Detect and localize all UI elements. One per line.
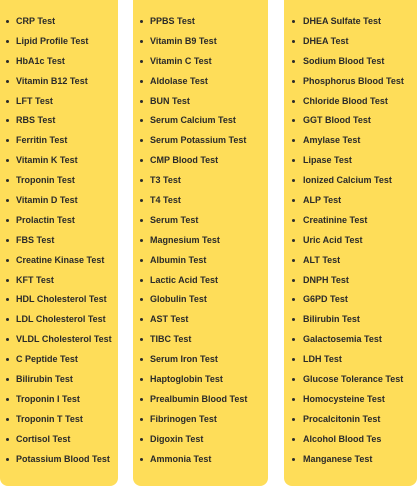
- list-item: [284, 430, 417, 450]
- list-item: [133, 191, 268, 211]
- bullet-icon: [6, 219, 9, 222]
- list-item: [0, 12, 118, 32]
- bullet-icon: [6, 398, 9, 401]
- bullet-icon: [292, 458, 295, 461]
- test-name: FBS Test: [16, 234, 55, 245]
- test-name: Creatinine Test: [303, 214, 368, 225]
- bullet-icon: [140, 378, 143, 381]
- test-name: Alcohol Blood Tes: [303, 433, 382, 444]
- test-name: Prealbumin Blood Test: [150, 393, 248, 404]
- test-list-panel-1: [0, 0, 118, 486]
- list-item: [284, 92, 417, 112]
- list-item: [133, 410, 268, 430]
- test-name: LDH Test: [303, 354, 342, 365]
- bullet-icon: [292, 80, 295, 83]
- test-name: Ferritin Test: [16, 135, 68, 146]
- test-list-panel-3: [284, 0, 417, 486]
- list-item: [284, 290, 417, 310]
- list-item: [0, 430, 118, 450]
- list-item: [133, 92, 268, 112]
- bullet-icon: [6, 259, 9, 262]
- test-name: KFT Test: [16, 274, 54, 285]
- test-name: Glucose Tolerance Test: [303, 374, 404, 385]
- bullet-icon: [292, 279, 295, 282]
- list-item: [284, 191, 417, 211]
- bullet-icon: [140, 298, 143, 301]
- list-item: [133, 52, 268, 72]
- test-name: G6PD Test: [303, 294, 348, 305]
- test-name: CMP Blood Test: [150, 155, 219, 166]
- bullet-icon: [140, 80, 143, 83]
- list-item: [284, 390, 417, 410]
- test-name: GGT Blood Test: [303, 115, 371, 126]
- test-name: Digoxin Test: [150, 433, 204, 444]
- test-list-1: [0, 12, 118, 469]
- test-name: Fibrinogen Test: [150, 413, 217, 424]
- test-name: LFT Test: [16, 95, 53, 106]
- list-item: [133, 32, 268, 52]
- bullet-icon: [140, 259, 143, 262]
- list-item: [133, 330, 268, 350]
- bullet-icon: [292, 20, 295, 23]
- bullet-icon: [6, 100, 9, 103]
- test-name: Cortisol Test: [16, 433, 71, 444]
- bullet-icon: [6, 80, 9, 83]
- test-name: T4 Test: [150, 195, 181, 206]
- list-item: [284, 32, 417, 52]
- test-name: Vitamin D Test: [16, 195, 78, 206]
- test-list-2: [133, 12, 268, 469]
- test-name: CRP Test: [16, 16, 56, 26]
- test-name: Serum Potassium Test: [150, 135, 247, 146]
- test-name: AST Test: [150, 314, 189, 325]
- test-name: Troponin Test: [16, 175, 75, 186]
- test-name: ALT Test: [303, 254, 341, 265]
- test-name: DHEA Test: [303, 35, 349, 46]
- test-name: Manganese Test: [303, 453, 373, 464]
- test-name: Vitamin B9 Test: [150, 35, 217, 46]
- bullet-icon: [292, 239, 295, 242]
- test-name: Vitamin B12 Test: [16, 75, 88, 86]
- bullet-icon: [140, 199, 143, 202]
- bullet-icon: [292, 398, 295, 401]
- test-name: Serum Iron Test: [150, 354, 218, 365]
- test-name: Uric Acid Test: [303, 234, 363, 245]
- bullet-icon: [6, 378, 9, 381]
- test-name: PPBS Test: [150, 16, 195, 26]
- test-name: Vitamin K Test: [16, 155, 78, 166]
- list-item: [0, 131, 118, 151]
- list-item: [133, 111, 268, 131]
- bullet-icon: [6, 40, 9, 43]
- bullet-icon: [292, 418, 295, 421]
- bullet-icon: [140, 100, 143, 103]
- list-item: [0, 92, 118, 112]
- list-item: [133, 430, 268, 450]
- list-item: [284, 350, 417, 370]
- list-item: [133, 251, 268, 271]
- test-name: Galactosemia Test: [303, 334, 382, 345]
- bullet-icon: [292, 378, 295, 381]
- bullet-icon: [140, 119, 143, 122]
- list-item: [0, 410, 118, 430]
- bullet-icon: [140, 219, 143, 222]
- test-name: Troponin T Test: [16, 413, 83, 424]
- list-item: [284, 111, 417, 131]
- test-name: Bilirubin Test: [16, 374, 73, 385]
- test-name: Vitamin C Test: [150, 55, 212, 66]
- list-item: [133, 310, 268, 330]
- list-item: [284, 72, 417, 92]
- test-name: Sodium Blood Test: [303, 55, 385, 66]
- test-name: Prolactin Test: [16, 214, 75, 225]
- bullet-icon: [292, 139, 295, 142]
- bullet-icon: [6, 338, 9, 341]
- bullet-icon: [140, 418, 143, 421]
- bullet-icon: [292, 40, 295, 43]
- test-name: Albumin Test: [150, 254, 207, 265]
- list-item: [0, 390, 118, 410]
- test-name: Troponin I Test: [16, 393, 80, 404]
- bullet-icon: [6, 239, 9, 242]
- bullet-icon: [140, 279, 143, 282]
- test-name: LDL Cholesterol Test: [16, 314, 106, 325]
- list-item: [284, 310, 417, 330]
- list-item: [284, 171, 417, 191]
- list-item: [133, 12, 268, 32]
- bullet-icon: [292, 119, 295, 122]
- bullet-icon: [292, 199, 295, 202]
- test-name: Globulin Test: [150, 294, 207, 305]
- bullet-icon: [6, 199, 9, 202]
- bullet-icon: [140, 338, 143, 341]
- list-item: [0, 251, 118, 271]
- list-item: [133, 171, 268, 191]
- test-name: Bilirubin Test: [303, 314, 360, 325]
- list-item: [0, 310, 118, 330]
- list-item: [0, 330, 118, 350]
- test-name: Procalcitonin Test: [303, 413, 381, 424]
- test-name: Amylase Test: [303, 135, 361, 146]
- bullet-icon: [6, 438, 9, 441]
- test-name: DNPH Test: [303, 274, 349, 285]
- list-item: [133, 350, 268, 370]
- test-name: Lipid Profile Test: [16, 35, 89, 46]
- bullet-icon: [292, 318, 295, 321]
- list-item: [284, 211, 417, 231]
- bullet-icon: [140, 40, 143, 43]
- list-item: [0, 191, 118, 211]
- list-item: [133, 131, 268, 151]
- bullet-icon: [140, 358, 143, 361]
- list-item: [133, 290, 268, 310]
- bullet-icon: [140, 398, 143, 401]
- list-item: [0, 52, 118, 72]
- test-name: Ammonia Test: [150, 453, 212, 464]
- list-item: [284, 251, 417, 271]
- bullet-icon: [6, 159, 9, 162]
- bullet-icon: [140, 438, 143, 441]
- test-name: Potassium Blood Test: [16, 453, 110, 464]
- test-name: HDL Cholesterol Test: [16, 294, 107, 305]
- list-item: [0, 231, 118, 251]
- list-item: [133, 151, 268, 171]
- test-name: C Peptide Test: [16, 354, 78, 365]
- test-name: Serum Calcium Test: [150, 115, 236, 126]
- bullet-icon: [140, 318, 143, 321]
- list-item: [133, 72, 268, 92]
- bullet-icon: [6, 279, 9, 282]
- list-item: [0, 350, 118, 370]
- test-name: DHEA Sulfate Test: [303, 16, 382, 26]
- bullet-icon: [292, 358, 295, 361]
- list-item: [0, 111, 118, 131]
- test-name: ALP Test: [303, 195, 342, 206]
- test-name: Phosphorus Blood Test: [303, 75, 404, 86]
- test-name: HbA1c Test: [16, 55, 65, 66]
- test-name: Magnesium Test: [150, 234, 220, 245]
- list-item: [284, 52, 417, 72]
- bullet-icon: [292, 259, 295, 262]
- list-item: [0, 450, 118, 470]
- bullet-icon: [6, 298, 9, 301]
- list-item: [0, 271, 118, 291]
- bullet-icon: [6, 179, 9, 182]
- list-item: [0, 211, 118, 231]
- bullet-icon: [292, 438, 295, 441]
- test-name: Chloride Blood Test: [303, 95, 388, 106]
- test-name: BUN Test: [150, 95, 190, 106]
- list-item: [284, 271, 417, 291]
- list-item: [284, 410, 417, 430]
- list-item: [133, 231, 268, 251]
- bullet-icon: [292, 159, 295, 162]
- list-item: [133, 271, 268, 291]
- bullet-icon: [140, 159, 143, 162]
- list-item: [284, 370, 417, 390]
- bullet-icon: [140, 458, 143, 461]
- list-item: [284, 231, 417, 251]
- list-item: [0, 290, 118, 310]
- list-item: [284, 330, 417, 350]
- bullet-icon: [6, 318, 9, 321]
- test-name: Lactic Acid Test: [150, 274, 219, 285]
- list-item: [0, 32, 118, 52]
- test-list-3: [284, 12, 417, 469]
- test-name: Ionized Calcium Test: [303, 175, 392, 186]
- bullet-icon: [140, 179, 143, 182]
- list-item: [133, 211, 268, 231]
- list-item: [0, 72, 118, 92]
- bullet-icon: [6, 458, 9, 461]
- test-name: Haptoglobin Test: [150, 374, 223, 385]
- list-item: [133, 390, 268, 410]
- test-name: T3 Test: [150, 175, 181, 186]
- bullet-icon: [292, 179, 295, 182]
- list-item: [284, 131, 417, 151]
- list-item: [284, 151, 417, 171]
- test-name: TIBC Test: [150, 334, 192, 345]
- test-name: Lipase Test: [303, 155, 352, 166]
- test-name: VLDL Cholesterol Test: [16, 334, 112, 345]
- test-name: Serum Test: [150, 214, 199, 225]
- bullet-icon: [6, 20, 9, 23]
- test-name: Aldolase Test: [150, 75, 208, 86]
- bullet-icon: [6, 139, 9, 142]
- bullet-icon: [292, 338, 295, 341]
- test-name: Creatine Kinase Test: [16, 254, 105, 265]
- bullet-icon: [292, 60, 295, 63]
- bullet-icon: [292, 100, 295, 103]
- bullet-icon: [292, 219, 295, 222]
- list-item: [0, 370, 118, 390]
- bullet-icon: [6, 60, 9, 63]
- test-list-panel-2: [133, 0, 268, 486]
- list-item: [0, 151, 118, 171]
- list-item: [284, 12, 417, 32]
- bullet-icon: [6, 418, 9, 421]
- test-name: Homocysteine Test: [303, 393, 385, 404]
- bullet-icon: [140, 20, 143, 23]
- bullet-icon: [6, 119, 9, 122]
- list-item: [0, 171, 118, 191]
- list-item: [133, 370, 268, 390]
- bullet-icon: [140, 60, 143, 63]
- test-name: RBS Test: [16, 115, 56, 126]
- bullet-icon: [6, 358, 9, 361]
- bullet-icon: [140, 239, 143, 242]
- bullet-icon: [140, 139, 143, 142]
- list-item: [133, 450, 268, 470]
- bullet-icon: [292, 298, 295, 301]
- list-item: [284, 450, 417, 470]
